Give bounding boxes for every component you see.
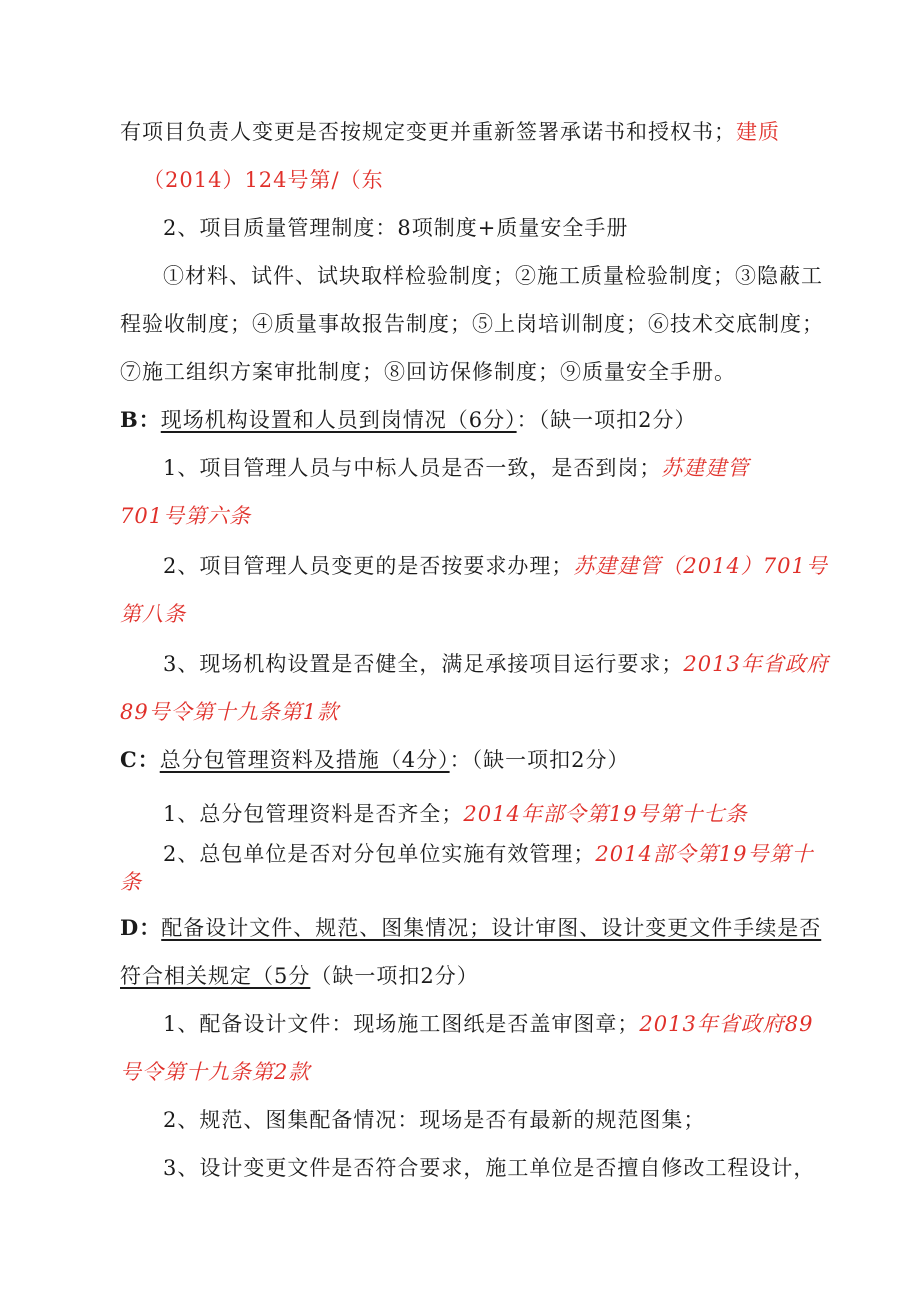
list-item	[163, 800, 748, 828]
section-title: 配备设计文件、规范、图集情况；设计审图、设计变更文件手续是否	[161, 916, 822, 940]
section-suffix: ：（缺一项扣2分）	[516, 408, 697, 432]
regulation-reference: 条	[120, 870, 142, 894]
regulation-reference: 89号令第十九条第1款	[120, 700, 340, 724]
paragraph-text: 有项目负责人变更是否按规定变更并重新签署承诺书和授权书；	[120, 120, 736, 144]
paragraph-line: ①材料、试件、试块取样检验制度；②施工质量检验制度；③隐蔽工	[163, 264, 823, 288]
list-item	[163, 552, 828, 580]
item-text: 2、总包单位是否对分包单位实施有效管理；	[163, 842, 596, 866]
regulation-reference: 2013年省政府89	[639, 1012, 814, 1036]
section-suffix: ：（缺一项扣2分）	[449, 748, 630, 772]
regulation-reference: 建质	[736, 120, 780, 144]
section-suffix: （缺一项扣2分）	[310, 964, 479, 988]
list-item: 2、规范、图集配备情况：现场是否有最新的规范图集；	[163, 1108, 706, 1132]
section-title: 符合相关规定（5分	[120, 964, 311, 988]
item-text: 1、总分包管理资料是否齐全；	[163, 802, 464, 826]
list-item: 3、设计变更文件是否符合要求，施工单位是否擅自修改工程设计，	[163, 1156, 816, 1180]
item-text: 2、项目管理人员变更的是否按要求办理；	[163, 554, 574, 578]
paragraph-line: 程验收制度；④质量事故报告制度；⑤上岗培训制度；⑥技术交底制度；	[120, 312, 824, 336]
section-label: B：	[120, 407, 161, 432]
regulation-reference: 2014部令第19号第十	[595, 842, 814, 866]
list-item: 2、项目质量管理制度：8项制度+质量安全手册	[163, 216, 629, 240]
list-item	[163, 454, 749, 482]
regulation-reference: 号令第十九条第2款	[120, 1060, 311, 1084]
regulation-reference: 第八条	[120, 602, 186, 626]
list-item	[163, 840, 814, 868]
regulation-reference: 苏建建管（2014）701号	[573, 554, 828, 578]
section-heading-d	[120, 914, 821, 942]
regulation-reference: 2014年部令第19号第十七条	[463, 802, 748, 826]
regulation-reference: 苏建建管	[661, 456, 750, 480]
section-label: C：	[120, 747, 160, 772]
item-text: 1、配备设计文件：现场施工图纸是否盖审图章；	[163, 1012, 640, 1036]
item-text: 1、项目管理人员与中标人员是否一致，是否到岗；	[163, 456, 662, 480]
paragraph-line	[120, 118, 780, 146]
list-item	[163, 1010, 814, 1038]
section-title: 现场机构设置和人员到岗情况（6分）	[160, 408, 517, 432]
list-item	[163, 650, 829, 678]
regulation-reference: 2013年省政府	[683, 652, 829, 676]
item-text: 3、现场机构设置是否健全，满足承接项目运行要求；	[163, 652, 684, 676]
section-heading-d-cont	[120, 962, 479, 990]
regulation-reference: （2014）124号第/（东	[143, 168, 384, 192]
section-label: D：	[120, 915, 162, 940]
section-heading-c	[120, 746, 629, 774]
section-title: 总分包管理资料及措施（4分）	[159, 748, 450, 772]
regulation-reference: 701号第六条	[120, 504, 252, 528]
section-heading-b	[120, 406, 696, 434]
paragraph-line: ⑦施工组织方案审批制度；⑧回访保修制度；⑨质量安全手册。	[120, 360, 736, 384]
